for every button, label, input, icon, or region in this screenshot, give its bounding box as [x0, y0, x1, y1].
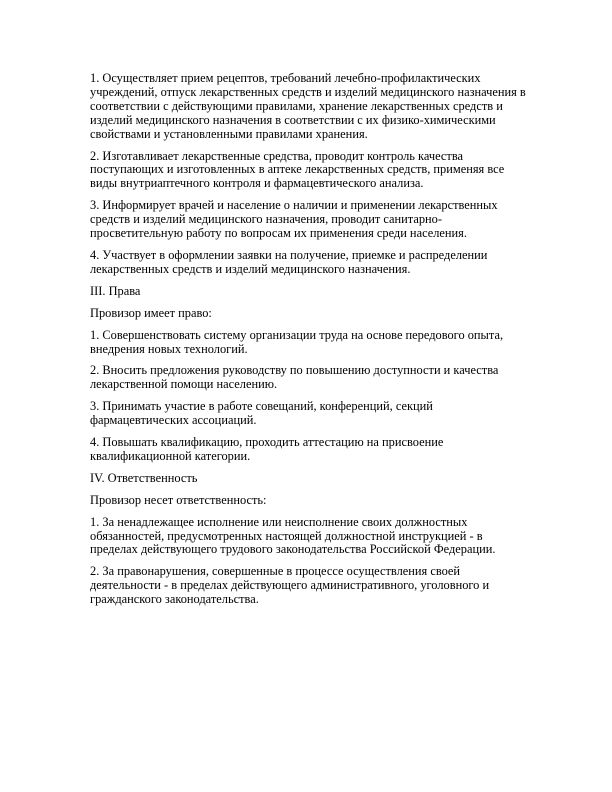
section-heading-responsibility: IV. Ответственность: [90, 470, 198, 485]
rights-intro: Провизор имеет право:: [90, 305, 212, 320]
duty-item-4: 4. Участвует в оформлении заявки на получение, приемке и распределении лекарственных средств и изделий медицинского назначения.: [90, 247, 488, 276]
rights-item-4: 4. Повышать квалификацию, проходить аттестацию на присвоение квалификационной категории.: [90, 435, 444, 463]
responsibility-intro: Провизор несет ответственность:: [90, 492, 267, 507]
duty-item-1: 1. Осуществляет прием рецептов, требований лечебно-профилактических учреждений, отпуск лекарственных средств и изделий медицинского назначения в соответствии с действующими правилами, хранение лекарственных средств и изделий медицинского назначения в соответствии с их физико-химическими свойствами и установленными правилами хранения.: [90, 71, 526, 141]
rights-item-2: 2. Вносить предложения руководству по повышению доступности и качества лекарственной помощи населению.: [90, 363, 499, 392]
duty-item-3: 3. Информирует врачей и население о наличии и применении лекарственных средств и изделий медицинского назначения, проводит санитарно-просветительную работу по вопросам их применения среди населения.: [90, 198, 498, 241]
document-page: [90, 72, 530, 615]
responsibility-item-2: 2. За правонарушения, совершенные в процессе осуществления своей деятельности - в пределах действующего административного, уголовного и гражданского законодательства.: [90, 564, 490, 607]
responsibility-item-1: 1. За ненадлежащее исполнение или неисполнение своих должностных обязанностей, предусмотренных настоящей должностной инструкцией - в пределах действующего трудового законодательства Российской Федерации.: [90, 514, 496, 557]
section-heading-rights: III. Права: [90, 283, 141, 298]
rights-item-3: 3. Принимать участие в работе совещаний, конференций, секций фармацевтических ассоциаций.: [90, 399, 433, 428]
rights-item-1: 1. Совершенствовать систему организации труда на основе передового опыта, внедрения новых технологий.: [90, 327, 504, 356]
duty-item-2: 2. Изготавливает лекарственные средства, проводит контроль качества поступающих и изготовленных в аптеке лекарственных средств, применяя все виды внутриаптечного контроля и фармацевтического анализа.: [90, 148, 505, 191]
